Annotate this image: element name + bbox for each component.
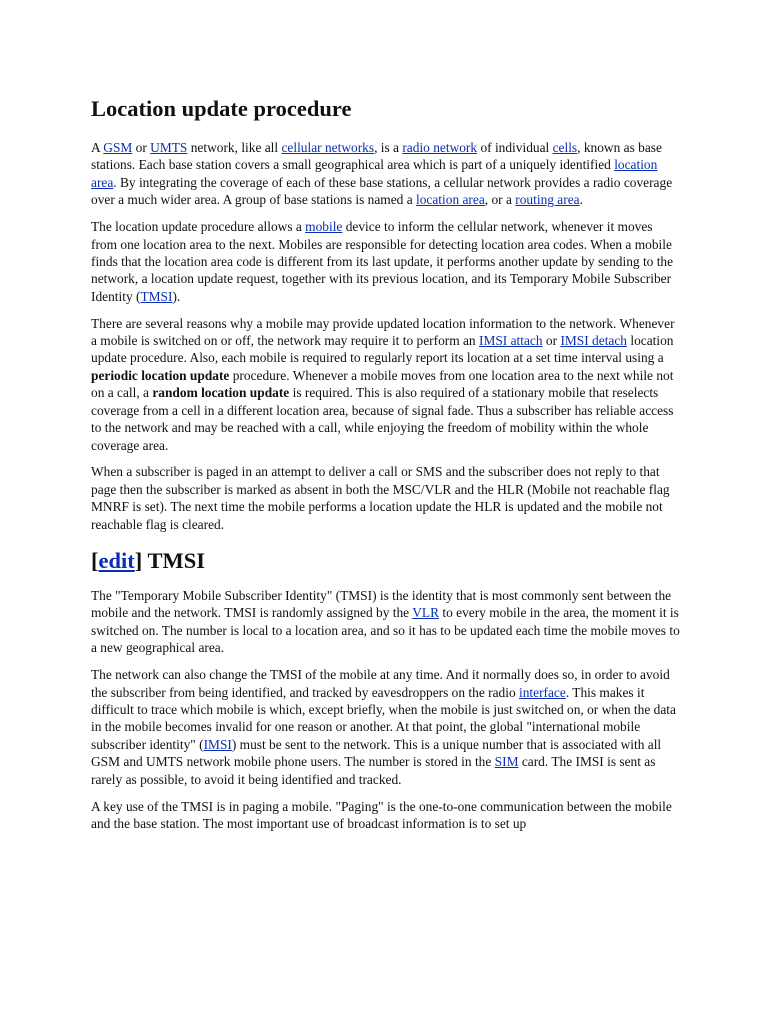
text: location update procedure. Also, each mobile is required to regularly report its location at a set time interval using a [91,333,674,366]
text: device to inform the cellular network, whenever it moves from one location area to the next. Mobiles are responsible for detecting location area codes. When a mobile finds that the location area code is different from its last update, it performs another update by sending to the network, a location update request, together with its previous location, and its Temporary Mobile Subscriber Identity ( [91,219,674,304]
bold-periodic-location-update: periodic location update [91,367,230,383]
text: A [91,140,104,155]
bold-random-location-update: random location update [152,385,290,401]
link-radio-network[interactable]: radio network [402,140,478,155]
section-heading-tmsi [91,547,681,575]
document-page [91,95,681,842]
link-gsm[interactable]: GSM [103,140,133,155]
edit-link[interactable]: edit [98,548,135,574]
text: or [542,333,561,349]
text: . By integrating the coverage of each of these base stations, a cellular network provides a radio coverage over a much wider area. A group of base stations is named a [91,174,673,208]
text: or [132,140,151,155]
text: The "Temporary Mobile Subscriber Identity" (TMSI) is the identity that is most commonly sent between the mobile and the network. TMSI is randomly assigned by the [91,588,672,621]
link-vlr[interactable]: VLR [412,605,440,621]
link-routing-area[interactable]: routing area [515,192,580,208]
text: The location update procedure allows a [91,219,306,235]
text: . [579,192,583,208]
link-cellular-networks[interactable]: cellular networks [281,140,375,155]
text: is required. This is also required of a stationary mobile that reselects coverage from a cell in a different location area, because of signal fade. Thus a subscriber has reliable access to the network and may be reached with a call, while enjoying the freedom of mobility within the whole coverage area. [91,385,674,453]
paragraph-tmsi-paging [91,798,681,833]
paragraph-procedure [91,218,681,305]
link-umts[interactable]: UMTS [150,140,188,155]
section-title: TMSI [142,548,205,574]
link-mobile[interactable]: mobile [305,219,343,235]
link-imsi[interactable]: IMSI [203,736,232,752]
edit-bracket-close: ] [134,548,143,574]
link-tmsi[interactable]: TMSI [140,288,173,304]
text: , known as base stations. Each base station covers a small geographical area which is part of a uniquely identified [91,140,662,173]
paragraph-intro [91,139,681,209]
page-title: Location update procedure [91,96,352,121]
text: , or a [484,192,516,208]
text: There are several reasons why a mobile may provide updated location information to the network. Whenever a mobile is switched on or off, the network may require it to perform an [91,315,675,349]
text: ). [172,288,181,304]
text: procedure. Whenever a mobile moves from one location area to the next while not on a call, a [91,367,674,401]
paragraph-paging [91,463,681,533]
edit-bracket-open: [ [91,548,99,574]
text: The network can also change the TMSI of the mobile at any time. And it normally does so, in order to avoid the subscriber from being identified, and tracked by eavesdroppers on the radio [91,667,670,700]
link-sim[interactable]: SIM [494,754,519,770]
paragraph-tmsi-change [91,666,681,788]
link-location-area[interactable]: location area [91,157,658,190]
paragraph-tmsi-definition [91,587,681,657]
text: A key use of the TMSI is in paging a mobile. "Paging" is the one-to-one communication between the mobile and the base station. The most important use of broadcast information is to set up [91,798,672,831]
link-interface[interactable]: interface [518,684,566,700]
link-imsi-attach[interactable]: IMSI attach [478,333,543,349]
text: When a subscriber is paged in an attempt to deliver a call or SMS and the subscriber does not reply to that page then the subscriber is marked as absent in both the MSC/VLR and the HLR (Mobile not reachable flag MNRF is set). The next time the mobile performs a location update the HLR is updated and the mobile not reachable flag is cleared. [91,464,670,532]
text: ) must be sent to the network. This is a unique number that is associated with all GSM and UMTS network mobile phone users. The number is stored in the [91,736,662,770]
paragraph-reasons [91,315,681,454]
text: network, like all [187,140,282,155]
text: . This makes it difficult to trace which mobile is which, except briefly, when the mobile is just switched on, or when the data in the mobile becomes invalid for one reason or another. At that point, the global "international mobile subscriber identity" ( [91,684,676,752]
text: , is a [374,140,403,155]
text: card. The IMSI is sent as rarely as possible, to avoid it being identified and tracked. [91,754,656,787]
link-cells[interactable]: cells [552,140,578,155]
text: of individual [477,140,553,155]
link-imsi-detach[interactable]: IMSI detach [560,333,627,349]
link-location-area-2[interactable]: location area [416,192,485,208]
text: to every mobile in the area, the moment it is switched on. The number is local to a location area, and so it has to be updated each time the mobile moves to a new geographical area. [91,605,680,656]
